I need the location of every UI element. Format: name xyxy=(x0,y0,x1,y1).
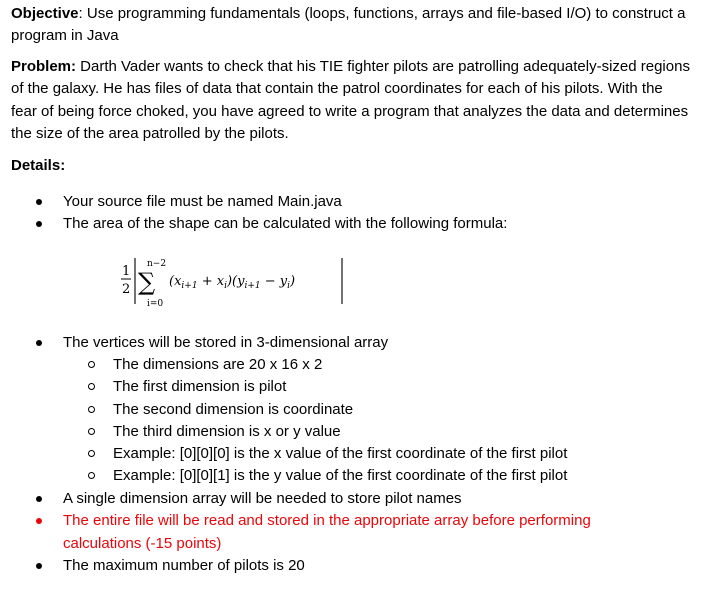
formula-sum-lower: i=0 xyxy=(147,299,164,309)
sub-item-first-dimension: The first dimension is pilot xyxy=(0,376,700,398)
vertices-sub-list xyxy=(0,354,700,488)
bullet-file-read-warning: The entire file will be read and stored in the appropriate array before performing calculations (-15 points) xyxy=(0,510,633,555)
details-heading: Details: xyxy=(11,157,66,174)
details-bullets-bottom xyxy=(0,488,700,577)
formula-sigma: ∑ xyxy=(138,268,156,296)
bullet-area-formula: The area of the shape can be calculated with the following formula: xyxy=(0,213,663,235)
area-formula xyxy=(118,252,358,314)
bullet-vertices: The vertices will be stored in 3-dimensional array xyxy=(0,332,663,354)
formula-term: $(x_{i+1} + x_i)(y_{i+1} - y_i)$ xyxy=(169,274,296,291)
problem-paragraph xyxy=(11,56,691,145)
sub-item-example-x: Example: [0][0][0] is the x value of the first coordinate of the first pilot xyxy=(0,443,700,465)
objective-label: Objective xyxy=(11,5,79,22)
formula-half-numerator: 1 xyxy=(122,264,131,279)
bullet-source-file: Your source file must be named Main.java xyxy=(0,191,663,213)
sub-item-dimensions: The dimensions are 20 x 16 x 2 xyxy=(0,354,700,376)
formula-half-denominator: 2 xyxy=(122,282,131,297)
details-bullet-vertices xyxy=(0,332,700,354)
formula-sum-upper: n−2 xyxy=(147,259,167,269)
details-bullets-top xyxy=(0,191,700,236)
bullet-pilot-names: A single dimension array will be needed to store pilot names xyxy=(0,488,663,510)
formula-svg xyxy=(118,252,358,314)
problem-text: Darth Vader wants to check that his TIE fighter pilots are patrolling adequately-sized regions of the galaxy. He has files of data that contain the patrol coordinates for each of his pilots. With the fear of being force choked, you have agreed to write a program that analyzes the data and determines the size of the area patrolled by the pilots. xyxy=(11,58,690,142)
objective-text: : Use programming fundamentals (loops, functions, arrays and file-based I/O) to construct a program in Java xyxy=(11,5,686,45)
sub-item-third-dimension: The third dimension is x or y value xyxy=(0,421,700,443)
sub-item-example-y: Example: [0][0][1] is the y value of the first coordinate of the first pilot xyxy=(0,465,700,487)
objective-paragraph xyxy=(11,3,691,48)
problem-label: Problem: xyxy=(11,58,77,75)
bullet-max-pilots: The maximum number of pilots is 20 xyxy=(0,555,663,577)
sub-item-second-dimension: The second dimension is coordinate xyxy=(0,399,700,421)
